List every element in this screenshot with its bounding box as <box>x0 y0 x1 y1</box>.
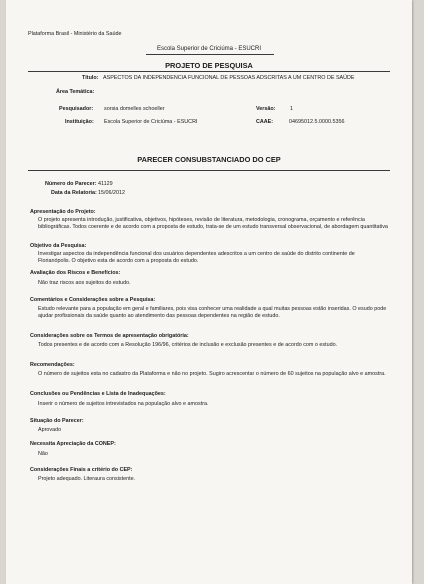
numero-label: Número do Parecer: <box>45 181 97 187</box>
section-body: Investigar aspectos da independência funcional dos usuários dependentes adescritos a um centro de saúde do distrito continente de Florianópolis. O objetivo esta de acordo com a proposta do estudo. <box>38 251 355 265</box>
data-label: Data da Relatoria: <box>51 190 97 196</box>
section-title: Conclusões ou Pendências e Lista de Inadequações: <box>30 391 166 397</box>
section-title: Necessita Apreciação da CONEP: <box>30 441 116 447</box>
document-page <box>6 0 412 584</box>
divider-parecer <box>28 170 390 171</box>
versao-label: Versão: <box>256 106 276 112</box>
caae-value: 04695012.5.0000.5356 <box>289 119 345 125</box>
pesquisador-value: sorsia domelles schoeller <box>104 106 165 112</box>
section-body: Todos presentes e de acordo com a Resolução 196/96, critérios de inclusão e exclusão presentes e de acordo com o estudo. <box>38 342 338 348</box>
titulo-label: Título: <box>82 75 99 81</box>
section-title: Objetivo da Pesquisa: <box>30 243 87 249</box>
instituicao-value: Escola Superior de Criciúma - ESUCRI <box>104 119 198 125</box>
section-body: O número de sujeitos esta no cadastro da Plataforma e não no projeto. Sugiro acrescentar o número de 60 sujeitos na população alvo e amostra. <box>38 371 386 377</box>
section-body: Inserir o número de sujeitos intrevistados na população alvo e amostra. <box>38 401 209 407</box>
situacao-value: Aprovado <box>38 427 62 433</box>
conep-value: Não <box>38 451 48 457</box>
section-title: Comentários e Considerações sobre a Pesquisa: <box>30 297 156 303</box>
consideracoes-finais-value: Projeto adequado. Literaura consistente. <box>38 476 136 482</box>
section-title: Apresentação do Projeto: <box>30 209 96 215</box>
instituicao-label: Instituição: <box>65 119 94 125</box>
section-title: Recomendações: <box>30 362 75 368</box>
pesquisador-label: Pesquisador: <box>59 106 94 112</box>
section-title: Situação do Parecer: <box>30 418 84 424</box>
section-body: O projeto apresenta introdução, justificativa, objetivos, hipóteses, revisão de literatura, metodologia, cronograma, orçamento e referência bibliográficas. Todos coerente e de acordo com a proposta de estudo, trata-se de um estudo transversal observacional, de abordagem quantitativa <box>38 217 388 231</box>
section-title: Considerações sobre os Termos de apresentação obrigatória: <box>30 333 189 339</box>
area-label: Área Temática: <box>56 89 95 95</box>
parecer-section-title: PARECER CONSUBSTANCIADO DO CEP <box>137 155 281 164</box>
section-body: Não traz riscos aos sujeitos do estudo. <box>38 280 131 286</box>
institution-header: Escola Superior de Criciúma - ESUCRI <box>156 46 262 52</box>
caae-label: CAAE: <box>256 119 274 125</box>
divider-top <box>28 71 390 72</box>
section-title: Considerações Finais a critério do CEP: <box>30 467 133 473</box>
platform-header: Plataforma Brasil - Ministério da Saúde <box>28 31 122 37</box>
titulo-value: ASPECTOS DA INDEPENDENCIA FUNCIONAL DE PESSOAS ADSCRITAS A UM CENTRO DE SAÚDE <box>103 75 355 81</box>
versao-value: 1 <box>290 106 293 112</box>
data-value: 15/06/2012 <box>98 190 125 196</box>
projeto-section-title: PROJETO DE PESQUISA <box>165 61 253 70</box>
numero-value: 41129 <box>98 181 113 187</box>
section-title: Avaliação dos Riscos e Benefícios: <box>30 270 121 276</box>
institution-underline <box>146 54 274 55</box>
section-body: Estudo relevante para a população em geral e familiares, pois visa conhecer uma realidade a qual muitas pessoas estão inseridas. O esudo pode ajudar profissionais da saúde quanto ao atendimento das pessoas dependentes na região de estudo. <box>38 306 387 320</box>
